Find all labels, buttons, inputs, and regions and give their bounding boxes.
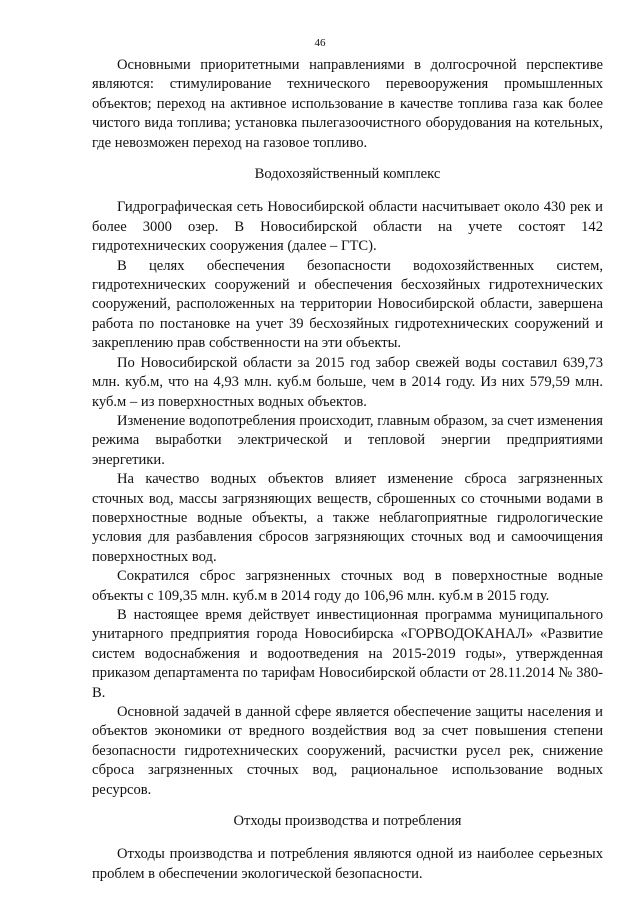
water-paragraph: Гидрографическая сеть Новосибирской области насчитывает около 430 рек и более 3000 озер. В Новосибирской области на учете состоят 142 гидротехнических сооружения (далее – ГТС). xyxy=(92,199,603,255)
waste-paragraph: Отходы производства и потребления являются одной из наиболее серьезных проблем в обеспечении экологической безопасности. xyxy=(92,846,603,882)
water-paragraph: В целях обеспечения безопасности водохозяйственных систем, гидротехнических сооружений и обеспечения бесхозяйных гидротехнических сооружений, расположенных на территории Новосибирской области, завершена работа по постановке на учет 39 бесхозяйных гидротехнических сооружений и закреплению прав собственности на эти объекты. xyxy=(92,257,603,352)
water-paragraph: По Новосибирской области за 2015 год забор свежей воды составил 639,73 млн. куб.м, что на 4,93 млн. куб.м больше, чем в 2014 году. Из них 579,59 млн. куб.м – из поверхностных водных объектов. xyxy=(92,354,603,410)
document-body xyxy=(92,56,603,884)
water-paragraph: Основной задачей в данной сфере является обеспечение защиты населения и объектов экономики от вредного воздействия вод за счет повышения степени безопасности гидротехнических сооружений, расчистки русел рек, снижение сброса загрязненных сточных вод, рациональное использование водных ресурсов. xyxy=(92,704,603,798)
water-paragraph: Сократился сброс загрязненных сточных вод в поверхностные водные объекты с 109,35 млн. куб.м в 2014 году до 106,96 млн. куб.м в 2015 году. xyxy=(92,568,603,604)
page-number: 46 xyxy=(314,37,326,49)
intro-paragraph: Основными приоритетными направлениями в долгосрочной перспективе являются: стимулирование технического перевооружения промышленных объектов; переход на активное использование в качестве топлива газа как более чистого вида топлива; установка пылегазоочистного оборудования на котельных, где невозможен переход на газовое топливо. xyxy=(92,57,603,151)
section-heading-water: Водохозяйственный комплекс xyxy=(254,166,441,183)
water-paragraph: На качество водных объектов влияет изменение сброса загрязненных сточных вод, массы загрязняющих веществ, сброшенных со сточными водами в поверхностные водные объекты, а также неблагоприятные гидрологические условия для разбавления сбросов загрязняющих сточных вод и самоочищения поверхностных вод. xyxy=(92,471,603,565)
section-heading-waste: Отходы производства и потребления xyxy=(233,813,462,830)
water-paragraph: В настоящее время действует инвестиционная программа муниципального унитарного предприятия города Новосибирска «ГОРВОДОКАНАЛ» «Развитие систем водоснабжения и водоотведения на 2015-2019 годы», утвержденная приказом департамента по тарифам Новосибирской области от 28.11.2014 № 380-В. xyxy=(92,606,603,701)
water-paragraph: Изменение водопотребления происходит, главным образом, за счет изменения режима выработки электрической и тепловой энергии предприятиями энергетики. xyxy=(92,412,603,468)
